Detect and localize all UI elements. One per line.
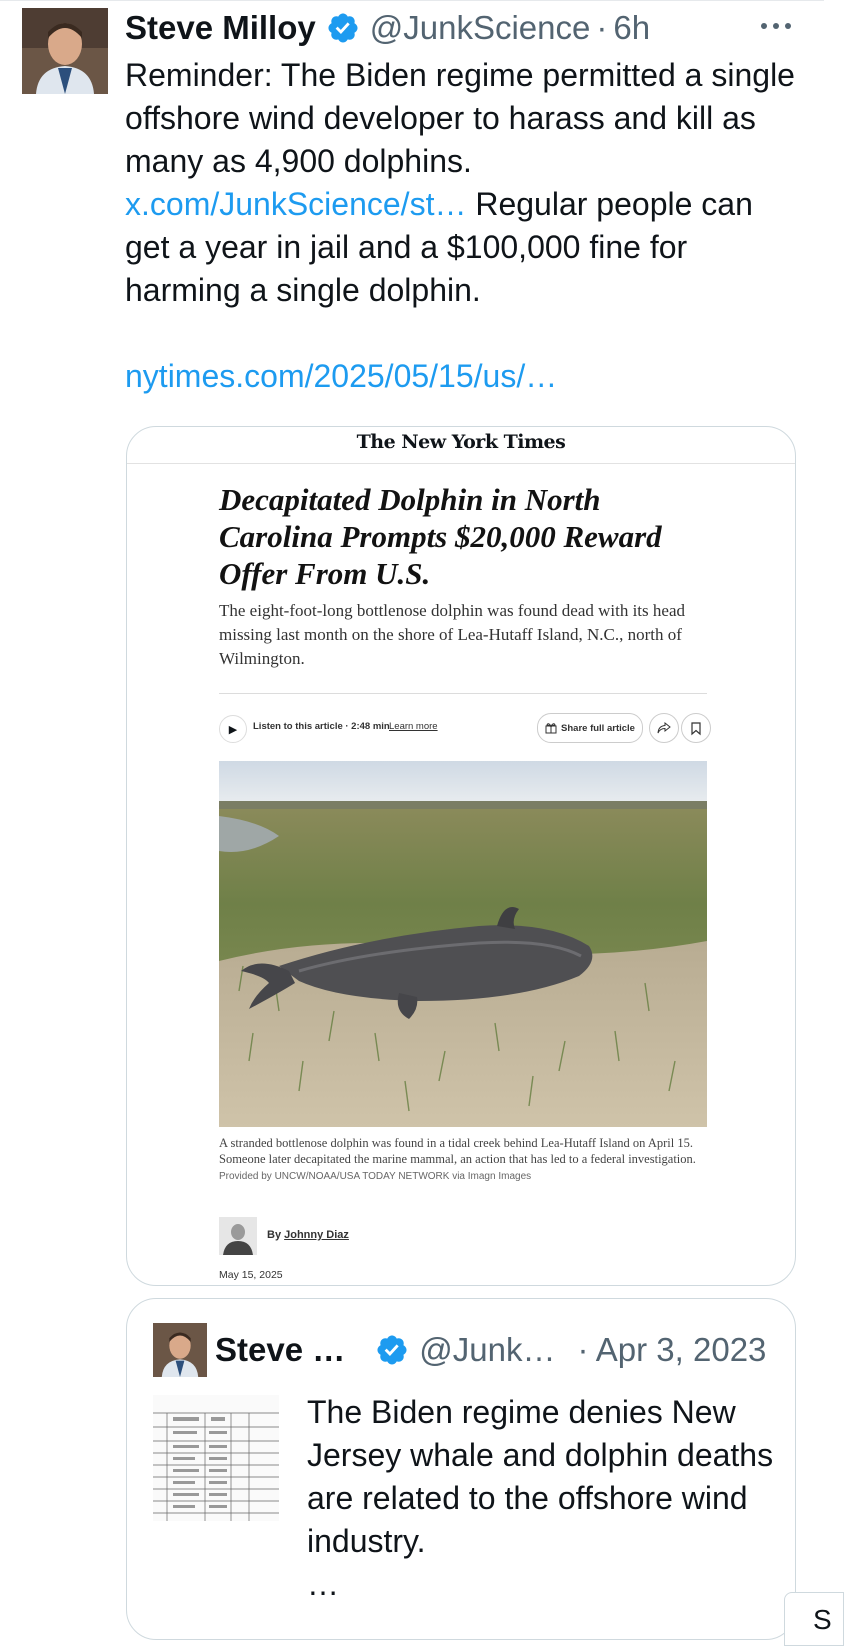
verified-badge-icon	[375, 1333, 409, 1367]
author-avatar[interactable]	[22, 8, 108, 94]
top-divider	[0, 0, 824, 1]
byline-author: Johnny Diaz	[284, 1229, 349, 1241]
tweet-time[interactable]: 6h	[613, 9, 651, 46]
quoted-tweet-text	[307, 1391, 777, 1606]
gift-icon	[545, 722, 557, 734]
author-photo	[219, 1217, 257, 1255]
article-divider	[219, 693, 707, 694]
nyt-masthead	[127, 427, 795, 464]
article-headline: Decapitated Dolphin in North Carolina Prompts $20,000 Reward Offer From U.S.	[219, 482, 662, 591]
quoted-media-thumbnail	[153, 1395, 279, 1521]
byline	[267, 1229, 349, 1241]
play-icon: ▶	[219, 715, 247, 743]
bookmark-icon	[681, 713, 711, 743]
separator-dot: ·	[596, 9, 608, 46]
quoted-text-ellipsis: …	[307, 1566, 339, 1602]
article-summary: The eight-foot-long bottlenose dolphin was found dead with its head missing last month on the shore of Lea-Hutaff Island, N.C., north of Wilmington.	[219, 601, 685, 668]
caption-text: A stranded bottlenose dolphin was found in a tidal creek behind Lea-Hutaff Island on April 15. Someone later decapitated the marine mammal, an action that has led to a federal investigation.	[219, 1136, 696, 1166]
quoted-author-name: Steve …	[215, 1331, 346, 1368]
quoted-author-avatar	[153, 1323, 207, 1377]
verified-badge-icon	[326, 11, 360, 45]
audio-bar	[219, 713, 707, 743]
tweet-text-part1: Reminder: The Biden regime permitted a single offshore wind developer to harass and kill as many as 4,900 dolphins.	[125, 57, 795, 179]
nyt-logo: The New York Times	[356, 431, 566, 453]
share-full-label: Share full article	[561, 722, 635, 734]
tweet-header	[125, 6, 650, 50]
share-arrow-icon	[649, 713, 679, 743]
dolphin-photo	[219, 761, 707, 1127]
quoted-author-handle: @Junk…	[419, 1331, 556, 1368]
tweet-link-article[interactable]: nytimes.com/2025/05/15/us/…	[125, 358, 558, 394]
tweet-text	[125, 54, 805, 398]
tweet-link-quoted[interactable]: x.com/JunkScience/st…	[125, 186, 467, 222]
photo-credit: Provided by UNCW/NOAA/USA TODAY NETWORK via Imagn Images	[219, 1171, 532, 1182]
learn-more-link: Learn more	[389, 721, 438, 732]
quoted-tweet-time: · Apr 3, 2023	[577, 1331, 767, 1368]
listen-label: Listen to this article · 2:48 min	[253, 721, 390, 732]
share-full-article-button	[537, 713, 643, 743]
author-name[interactable]: Steve Milloy	[125, 9, 316, 46]
quoted-tweet[interactable]	[126, 1298, 796, 1640]
corner-partial-button[interactable]: S	[784, 1592, 844, 1646]
quoted-text-body: The Biden regime denies New Jersey whale and dolphin deaths are related to the offshore wind industry.	[307, 1394, 774, 1559]
photo-caption	[219, 1135, 707, 1185]
more-dots-icon[interactable]	[756, 16, 796, 36]
tweet-text-part2: Regular people can get a year in jail and a $100,000 fine for harming a single dolphin.	[125, 186, 753, 308]
byline-prefix: By	[267, 1229, 282, 1241]
publish-date: May 15, 2025	[219, 1269, 283, 1281]
article-image-card[interactable]	[126, 426, 796, 1286]
author-handle[interactable]: @JunkScience	[369, 9, 591, 46]
quoted-tweet-header	[215, 1327, 785, 1373]
